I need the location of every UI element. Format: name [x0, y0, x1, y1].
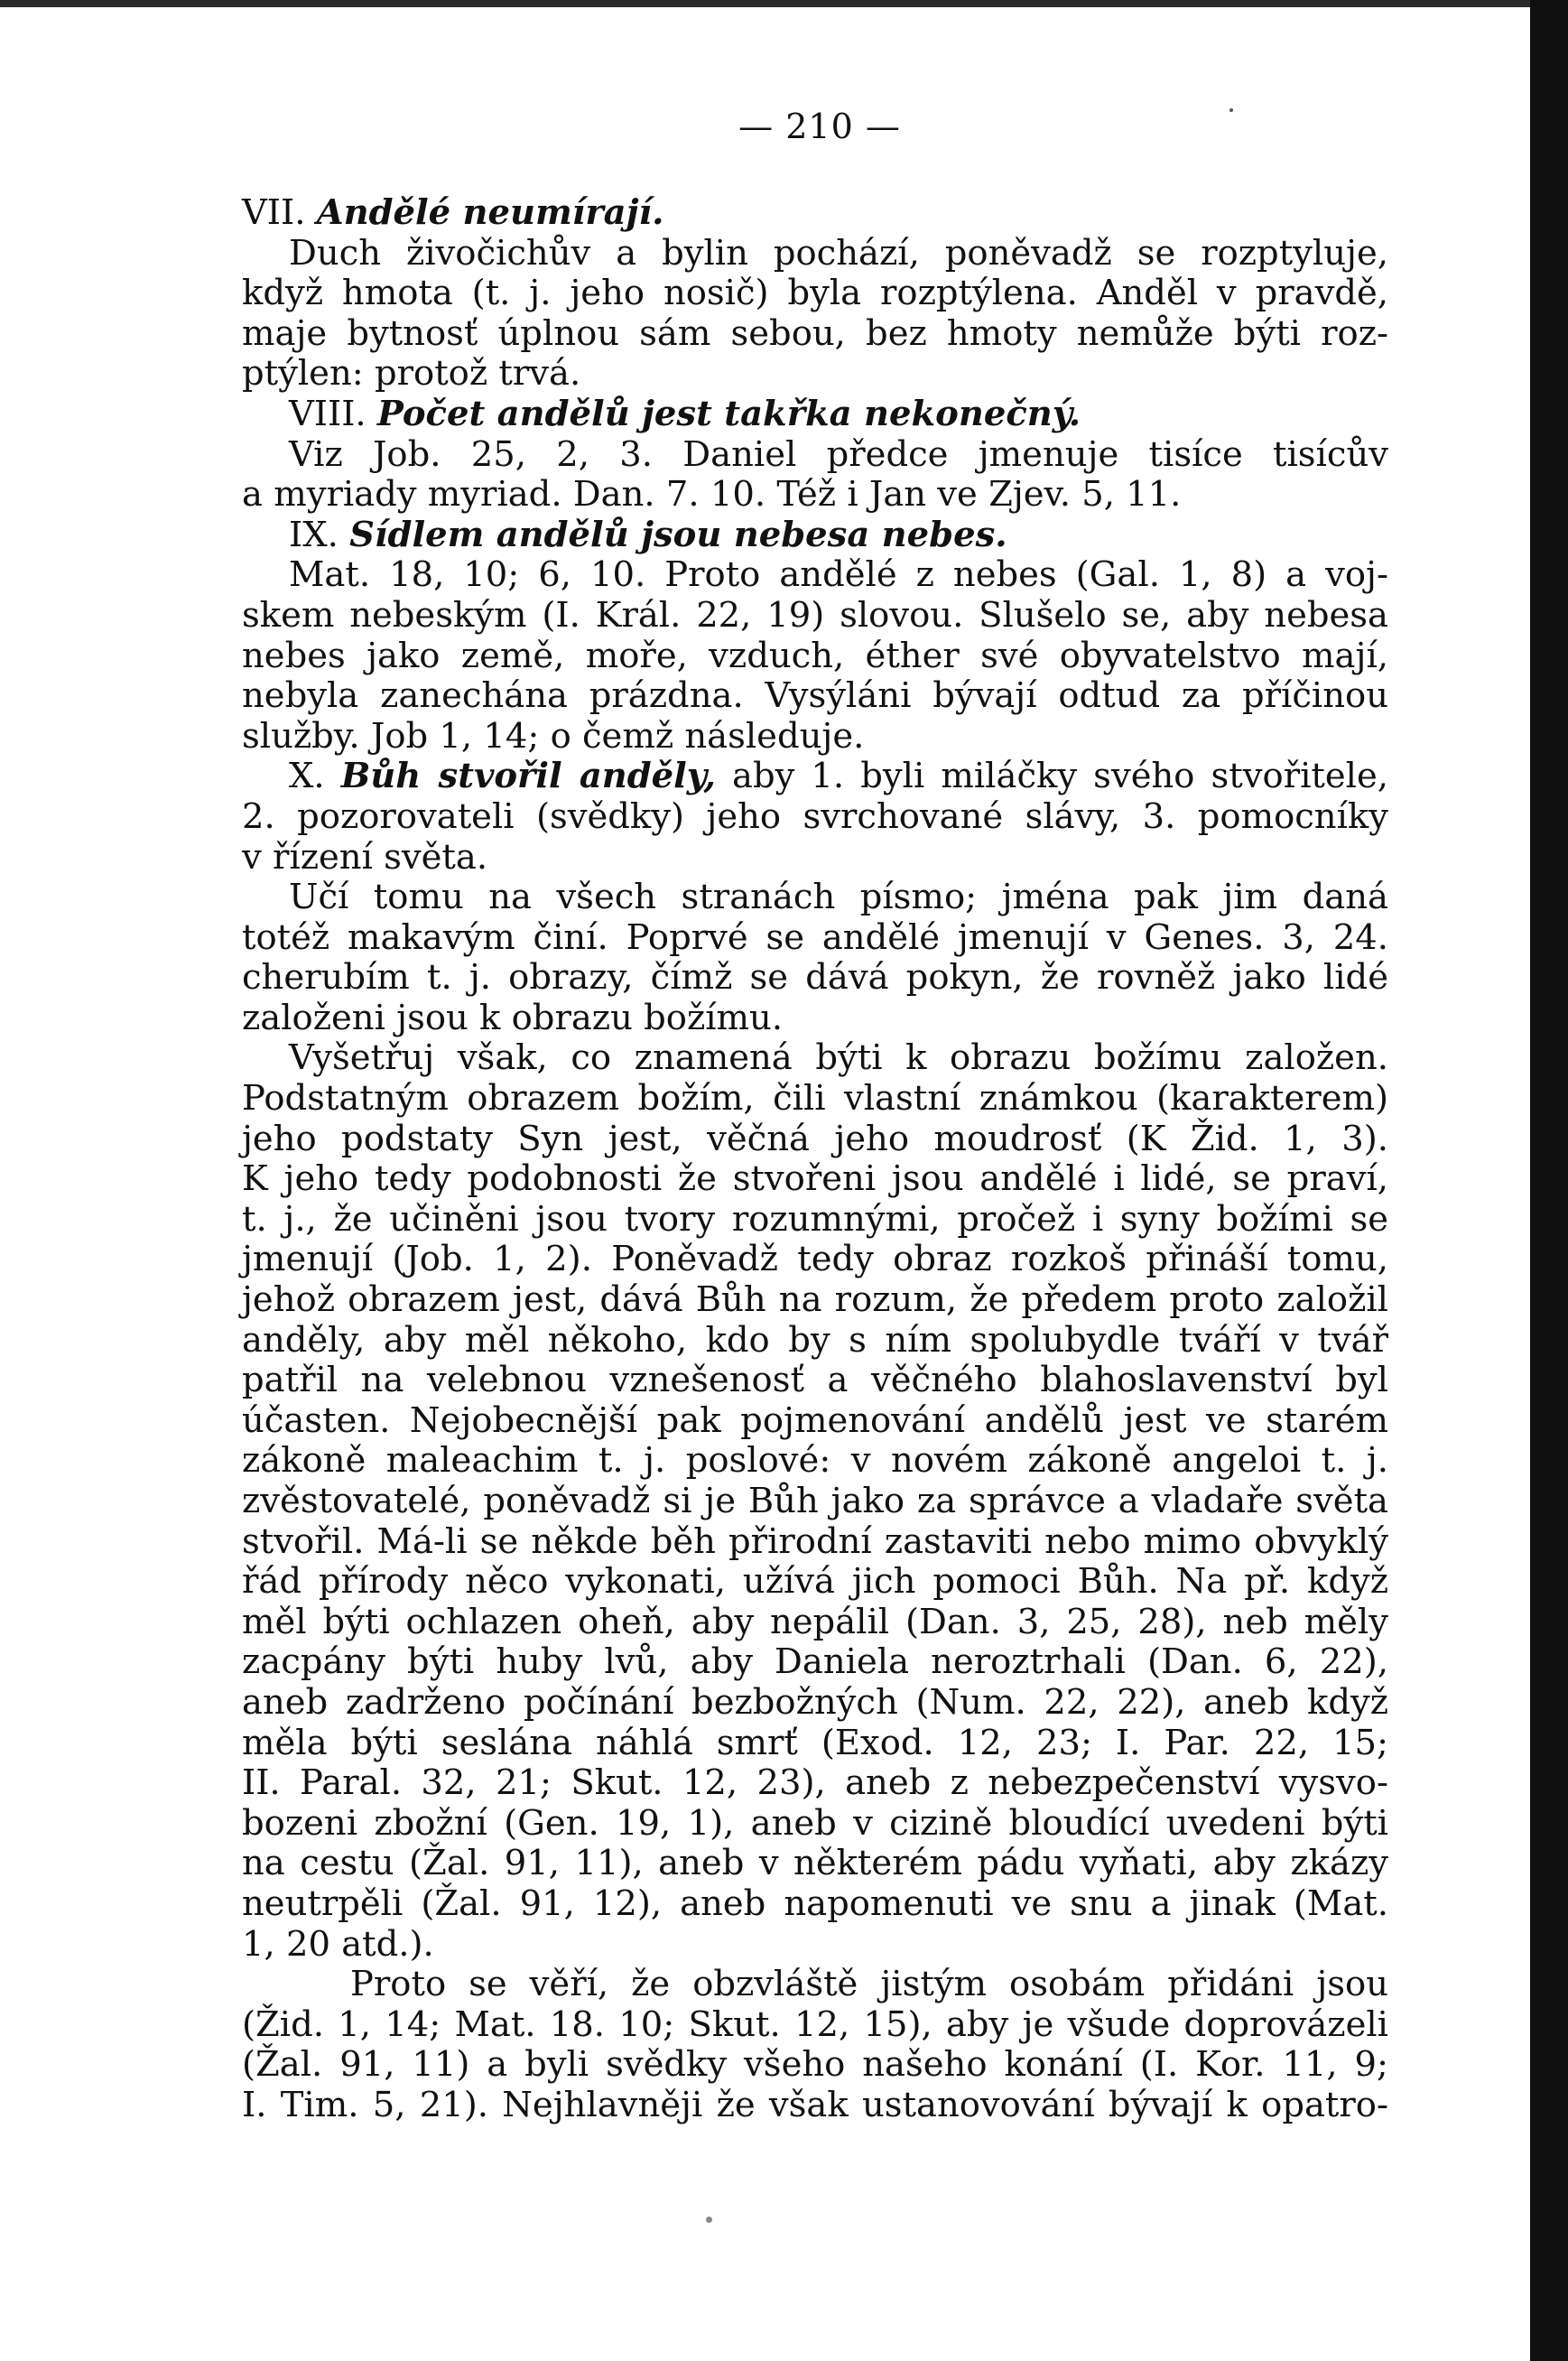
line-text: Mat. 18, 10; 6, 10. Proto andělé z nebes (Gal. 1, 8) a voj- [289, 554, 1388, 596]
line-text: založeni jsou k obrazu božímu. [242, 997, 784, 1038]
line-text: IX. [289, 514, 350, 555]
line-text: patřil na velebnou vznešenosť a věčného blahoslavenství byl [242, 1360, 1388, 1401]
text-line [242, 797, 1388, 838]
text-line [242, 637, 1388, 677]
line-text: v řízení světa. [242, 836, 488, 878]
section-heading-line [242, 395, 1388, 435]
line-text: nebes jako země, moře, vzduch, éther své obyvatelstvo mají, [242, 635, 1388, 676]
section-heading-line [242, 193, 1388, 234]
text-line [242, 1401, 1388, 1442]
line-text: měl býti ochlazen oheň, aby nepálil (Dan. 3, 25, 28), neb měly [242, 1601, 1388, 1642]
text-line [242, 314, 1388, 355]
line-text: (Žid. 1, 14; Mat. 18. 10; Skut. 12, 15), aby je všude doprovázeli [242, 2003, 1388, 2045]
text-line [242, 596, 1388, 637]
line-text: účasten. Nejobecnější pak pojmenování andělů jest ve starém [242, 1399, 1388, 1441]
line-text: a myriady myriad. Dan. 7. 10. Též i Jan ve Zjev. 5, 11. [242, 474, 1182, 516]
line-text: stvořil. Má-li se někde běh přirodní zastaviti nebo mimo obvyklý [242, 1520, 1388, 1562]
line-text: Viz Job. 25, 2, 3. Daniel předce jmenuje tisíce tisícův [289, 433, 1388, 475]
section-heading-line [242, 516, 1388, 556]
text-line [242, 1603, 1388, 1643]
text-line [242, 1280, 1388, 1321]
section-heading: Andělé neumírají. [316, 192, 664, 233]
text-line [242, 234, 1388, 274]
line-text: když hmota (t. j. jeho nosič) byla rozptýlena. Anděl v pravdě, [242, 273, 1388, 314]
line-text: Duch živočichův a bylin pochází, poněvadž se rozptyluje, [289, 232, 1388, 274]
text-line [242, 1159, 1388, 1200]
text-line [242, 354, 1388, 395]
text-line [242, 1562, 1388, 1603]
line-text: totéž makavým činí. Poprvé se andělé jmenují v Genes. 3, 24. [242, 916, 1388, 958]
text-line [242, 1683, 1388, 1724]
line-text: jeho podstaty Syn jest, věčná jeho moudrosť (K Žid. 1, 3). [242, 1118, 1388, 1159]
text-line [242, 1038, 1388, 1079]
line-text: řád přírody něco vykonati, užívá jich pomoci Bůh. Na př. když [242, 1561, 1388, 1603]
line-text: cherubím t. j. obrazy, čímž se dává pokyn, že rovněž jako lidé [242, 957, 1388, 999]
section-heading: Sídlem andělů jsou nebesa nebes. [349, 514, 1007, 555]
text-line [242, 1441, 1388, 1482]
page-top-edge [0, 0, 1568, 7]
text-line [242, 878, 1388, 918]
text-line [242, 1965, 1388, 2005]
line-text: zákoně maleachim t. j. poslové: v novém zákoně angeloi t. j. [242, 1440, 1388, 1482]
page-number: — 210 — [729, 107, 910, 147]
text-line [242, 1200, 1388, 1241]
line-text: jehož obrazem jest, dává Bůh na rozum, že předem proto založil [242, 1279, 1388, 1321]
text-line [242, 1804, 1388, 1845]
text-line [242, 1642, 1388, 1683]
text-line [242, 999, 1388, 1039]
text-line [242, 1763, 1388, 1804]
text-line [242, 717, 1388, 758]
text-line [242, 2086, 1388, 2126]
text-line [242, 2005, 1388, 2046]
line-text: 2. pozorovateli (svědky) jeho svrchované slávy, 3. pomocníky [242, 795, 1388, 837]
line-text: neutrpěli (Žal. 91, 12), aneb napomenuti ve snu a jinak (Mat. [242, 1882, 1388, 1924]
line-text: Podstatným obrazem božím, čili vlastní známkou (karakterem) [242, 1078, 1388, 1120]
line-text: X. [289, 756, 341, 797]
text-line [242, 1120, 1388, 1160]
line-text: ptýlen: protož trvá. [242, 353, 581, 395]
text-line [242, 555, 1388, 596]
text-line [242, 676, 1388, 717]
line-text: zacpány býti huby lvů, aby Daniela neroztrhali (Dan. 6, 22), [242, 1641, 1388, 1683]
line-text: měla býti seslána náhlá smrť (Exod. 12, 23; I. Par. 22, 15; [242, 1722, 1388, 1763]
line-text: Učí tomu na všech stranách písmo; jména pak jim daná [289, 877, 1388, 918]
dust-speck [706, 2217, 712, 2223]
line-text: na cestu (Žal. 91, 11), aneb v některém pádu vyňati, aby zkázy [242, 1843, 1388, 1884]
text-line [242, 918, 1388, 959]
section-heading: Počet andělů jest takřka nekonečný. [376, 393, 1081, 434]
line-text: skem nebeským (I. Král. 22, 19) slovou. Slušelo se, aby nebesa [242, 594, 1388, 636]
text-line [242, 435, 1388, 476]
line-text: (Žal. 91, 11) a byli svědky všeho našeho konání (I. Kor. 11, 9; [242, 2044, 1388, 2086]
text-line [242, 958, 1388, 999]
text-line [242, 1522, 1388, 1563]
line-text: Proto se věří, že obzvláště jistým osobám přidáni jsou [350, 1964, 1388, 2005]
dust-speck [1229, 108, 1233, 112]
line-text: nebyla zanechána prázdna. Vysýláni bývají odtud za příčinou [242, 675, 1388, 717]
line-text: bozeni zbožní (Gen. 19, 1), aneb v cizině bloudící uvedeni býti [242, 1802, 1388, 1844]
line-text: II. Paral. 32, 21; Skut. 12, 23), aneb z nebezpečenství vysvo- [242, 1762, 1388, 1804]
line-text: VIII. [289, 393, 377, 434]
text-line [242, 1361, 1388, 1401]
page-binding-edge [1530, 0, 1568, 2361]
line-text-continued: aby 1. byli miláčky svého stvořitele, [715, 756, 1389, 797]
line-text: aneb zadrženo počínání bezbožných (Num. 22, 22), aneb když [242, 1681, 1388, 1723]
line-text: anděly, aby měl někoho, kdo by s ním spolubydle tváří v tvář [242, 1319, 1388, 1361]
text-line [242, 1884, 1388, 1925]
line-text: VII. [242, 192, 317, 233]
line-text: jmenují (Job. 1, 2). Poněvadž tedy obraz rozkoš přináší tomu, [242, 1239, 1388, 1280]
text-line [242, 2045, 1388, 2086]
text-line [242, 1925, 1388, 1966]
line-text: služby. Job 1, 14; o čemž následuje. [242, 715, 865, 757]
line-text: Vyšetřuj však, co znamená býti k obrazu božímu založen. [289, 1037, 1388, 1079]
line-text: t. j., že učiněni jsou tvory rozumnými, pročež i syny božími se [242, 1198, 1388, 1240]
line-text: 1, 20 atd.). [242, 1923, 434, 1965]
line-text: zvěstovatelé, poněvadž si je Bůh jako za správce a vladaře světa [242, 1481, 1388, 1521]
text-line [242, 1079, 1388, 1120]
text-line [242, 1724, 1388, 1764]
text-line [242, 838, 1388, 878]
text-line [242, 475, 1388, 516]
line-text: I. Tim. 5, 21). Nejhlavněji že však ustanovování bývají k opatro- [242, 2084, 1388, 2125]
text-line [242, 1482, 1388, 1522]
body-text [242, 193, 1388, 2126]
text-line [242, 1844, 1388, 1884]
text-line [242, 274, 1388, 314]
section-heading: Bůh stvořil anděly, [340, 756, 716, 797]
text-line [242, 1321, 1388, 1362]
line-text: K jeho tedy podobnosti že stvořeni jsou andělé i lidé, se praví, [242, 1158, 1388, 1200]
text-line [242, 1240, 1388, 1280]
section-heading-line [242, 757, 1388, 797]
line-text: maje bytnosť úplnou sám sebou, bez hmoty nemůže býti roz- [242, 312, 1388, 354]
